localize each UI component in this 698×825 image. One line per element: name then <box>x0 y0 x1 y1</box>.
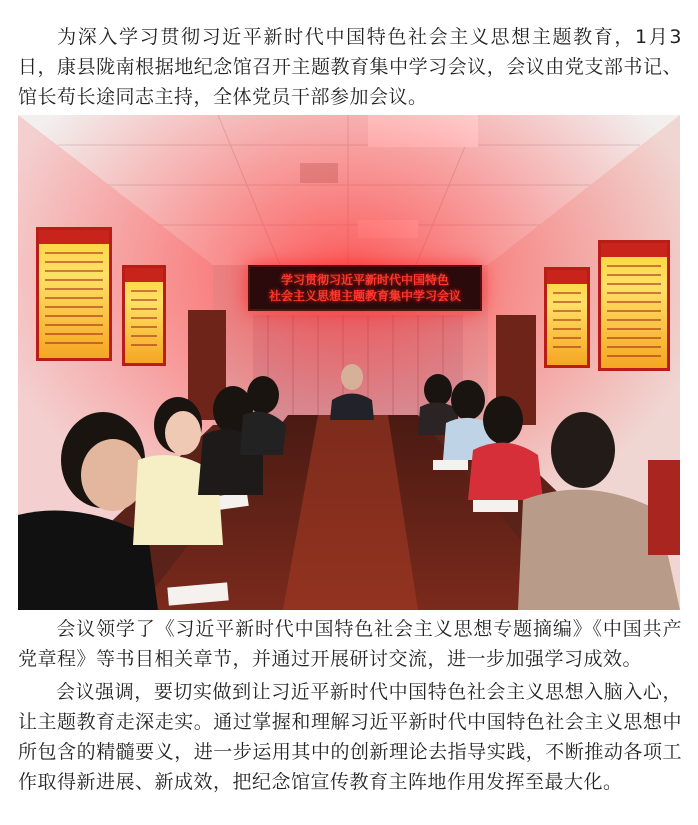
banner-line-2: 社会主义思想主题教育集中学习会议 <box>268 289 461 303</box>
paragraph-study <box>18 614 682 674</box>
led-banner <box>248 265 482 311</box>
wall-poster-right-1 <box>544 267 590 368</box>
wall-poster-left-1 <box>36 227 112 361</box>
paragraph-intro-text: 为深入学习贯彻习近平新时代中国特色社会主义思想主题教育，1月3日，康县陇南根据地纪念馆召开主题教育集中学习会议，会议由党支部书记、馆长苟长途同志主持，全体党员干部参加会议。 <box>18 26 682 108</box>
banner-line-1: 学习贯彻习近平新时代中国特色 <box>280 273 449 287</box>
paragraph-emphasis <box>18 677 682 797</box>
wall-poster-right-2 <box>598 240 670 371</box>
paragraph-intro <box>18 22 682 112</box>
chairman <box>341 364 363 390</box>
wall-poster-left-2 <box>122 265 166 366</box>
paragraph-emphasis-text: 会议强调，要切实做到让习近平新时代中国特色社会主义思想入脑入心，让主题教育走深走实。通过掌握和理解习近平新时代中国特色社会主义思想中所包含的精髓要义，进一步运用其中的创新理论去指导实践，不断推动各项工作取得新进展、新成效，把纪念馆宣传教育主阵地作用发挥至最大化。 <box>18 681 682 793</box>
meeting-photo <box>18 115 680 610</box>
paragraph-study-text: 会议领学了《习近平新时代中国特色社会主义思想专题摘编》《中国共产党章程》等书目相关章节，并通过开展研讨交流，进一步加强学习成效。 <box>18 618 682 670</box>
